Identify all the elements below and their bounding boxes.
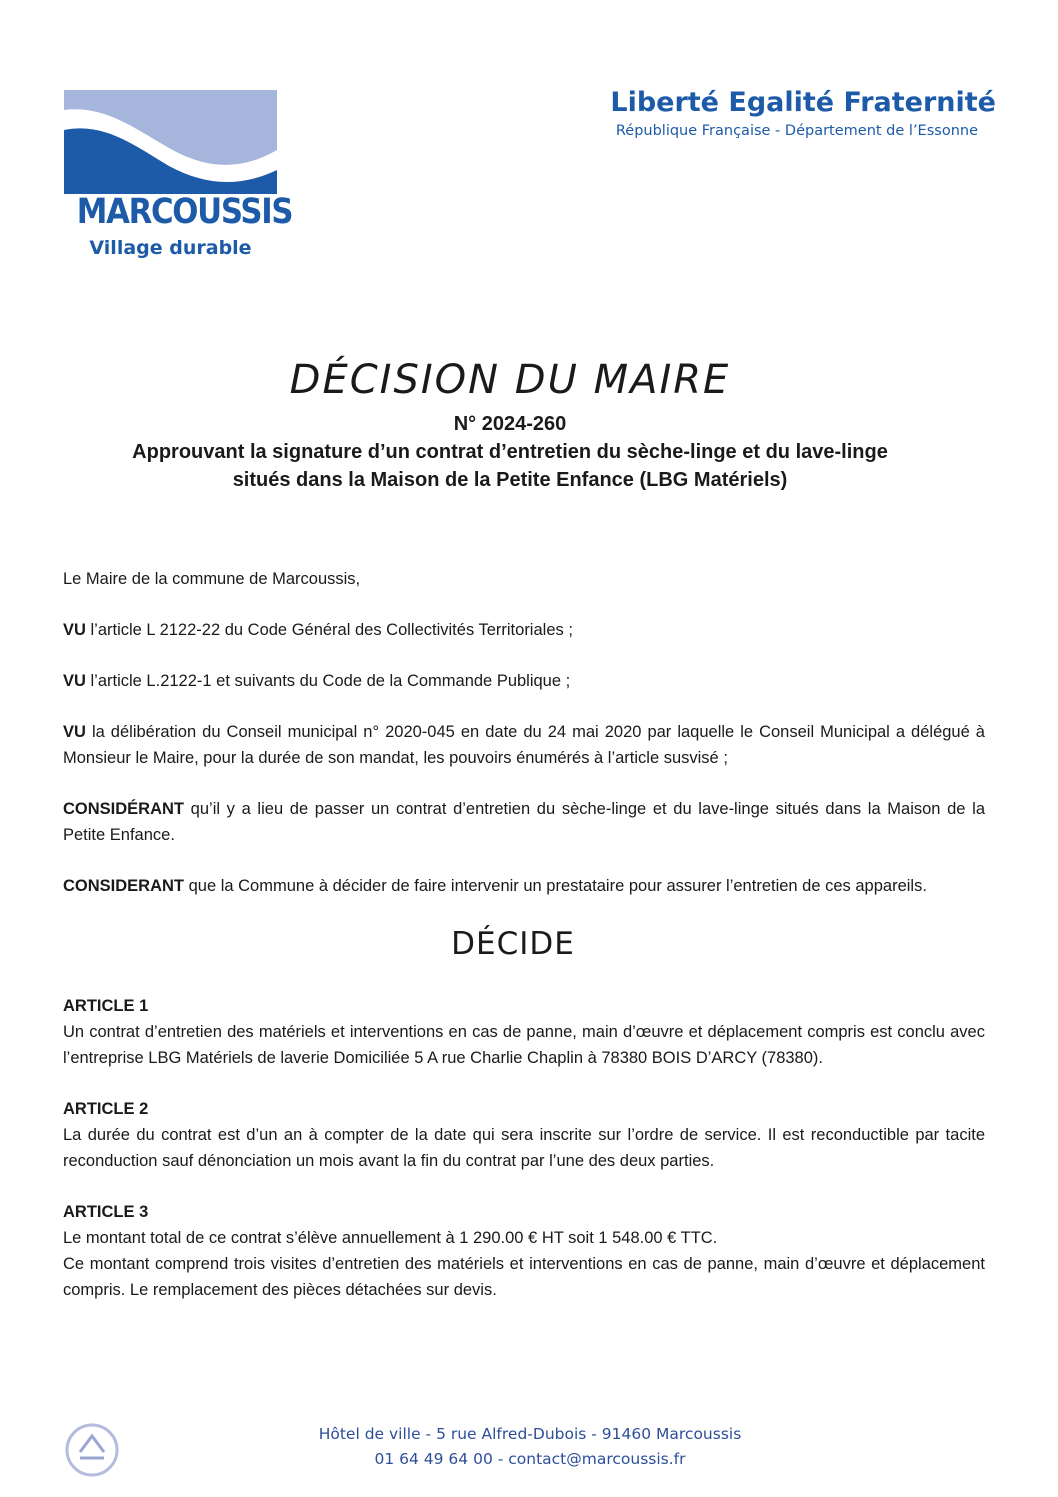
decision-number: N° 2024-260 xyxy=(453,413,567,435)
recycled-paper-icon xyxy=(64,1422,120,1478)
intro-paragraph: Le Maire de la commune de Marcoussis, xyxy=(63,570,361,588)
article-paragraph: La durée du contrat est d’un an à compter de la date qui sera inscrite sur l’ordre de service. Il est reconductible par tacite reconduction sauf dénonciation un mois avant la fin du contrat par l’une des deux parties. xyxy=(63,1126,985,1170)
recital-text: l’article L 2122-22 du Code Général des Collectivités Territoriales ; xyxy=(85,621,573,639)
footer-contact: 01 64 49 64 00 - contact@marcoussis.fr xyxy=(374,1450,686,1468)
motto-subtitle: République Française - Département de l’Essonne xyxy=(615,123,978,139)
recital-paragraph xyxy=(63,873,985,899)
article-heading: ARTICLE 2 xyxy=(63,1100,149,1118)
recital-paragraph xyxy=(63,668,985,694)
decision-subject-line-2: situés dans la Maison de la Petite Enfance (LBG Matériels) xyxy=(232,469,788,491)
decision-title-block xyxy=(0,352,1020,494)
article-heading: ARTICLE 1 xyxy=(63,997,149,1015)
recital-label: CONSIDÉRANT xyxy=(63,800,185,818)
footer-contact-block xyxy=(230,1422,830,1472)
recital-paragraph xyxy=(63,719,985,771)
article-2 xyxy=(63,1096,985,1174)
article-paragraph: Un contrat d’entretien des matériels et interventions en cas de panne, main d’œuvre et déplacement compris est conclu avec l’entreprise LBG Matériels de laverie Domiciliée 5 A rue Charlie Chaplin à 78380 BOIS D’ARCY (78380). xyxy=(63,1023,985,1067)
article-3 xyxy=(63,1199,985,1303)
recital-label: VU xyxy=(63,672,86,690)
article-paragraph: Le montant total de ce contrat s’élève annuellement à 1 290.00 € HT soit 1 548.00 € TTC. xyxy=(63,1229,718,1247)
municipal-logo xyxy=(64,90,293,259)
article-paragraph: Ce montant comprend trois visites d’entretien des matériels et interventions en cas de panne, main d’œuvre et déplacement compris. Le remplacement des pièces détachées sur devis. xyxy=(63,1255,985,1299)
recital-text: l’article L.2122-1 et suivants du Code de la Commande Publique ; xyxy=(85,672,571,690)
article-1 xyxy=(63,993,985,1071)
recital-text: qu’il y a lieu de passer un contrat d’entretien du sèche-linge et du lave-linge situés dans la Maison de la Petite Enfance. xyxy=(63,800,985,844)
republic-motto xyxy=(610,86,996,142)
recital-label: CONSIDERANT xyxy=(63,877,185,895)
motto-title: Liberté Egalité Fraternité xyxy=(610,87,996,118)
recital-text: que la Commune à décider de faire intervenir un prestataire pour assurer l’entretien de ces appareils. xyxy=(184,877,927,895)
decision-subject-line-1: Approuvant la signature d’un contrat d’entretien du sèche-linge et du lave-linge xyxy=(132,441,888,463)
decision-body xyxy=(63,566,985,1328)
recital-label: VU xyxy=(63,621,86,639)
recital-label: VU xyxy=(63,723,86,741)
wave-emblem-icon xyxy=(64,90,277,194)
logo-town-name: MARCOUSSIS xyxy=(76,192,293,232)
footer-address: Hôtel de ville - 5 rue Alfred-Dubois - 91460 Marcoussis xyxy=(318,1425,742,1443)
page-title: DÉCISION DU MAIRE xyxy=(289,357,731,403)
decide-heading: DÉCIDE xyxy=(451,926,575,962)
recital-paragraph xyxy=(63,617,985,643)
article-heading: ARTICLE 3 xyxy=(63,1203,149,1221)
logo-tagline: Village durable xyxy=(89,237,252,259)
recital-text: la délibération du Conseil municipal n° 2020-045 en date du 24 mai 2020 par laquelle le Conseil Municipal a délégué à Monsieur le Maire, pour la durée de son mandat, les pouvoirs énumérés à l’article susvisé ; xyxy=(63,723,985,767)
recital-paragraph xyxy=(63,796,985,848)
